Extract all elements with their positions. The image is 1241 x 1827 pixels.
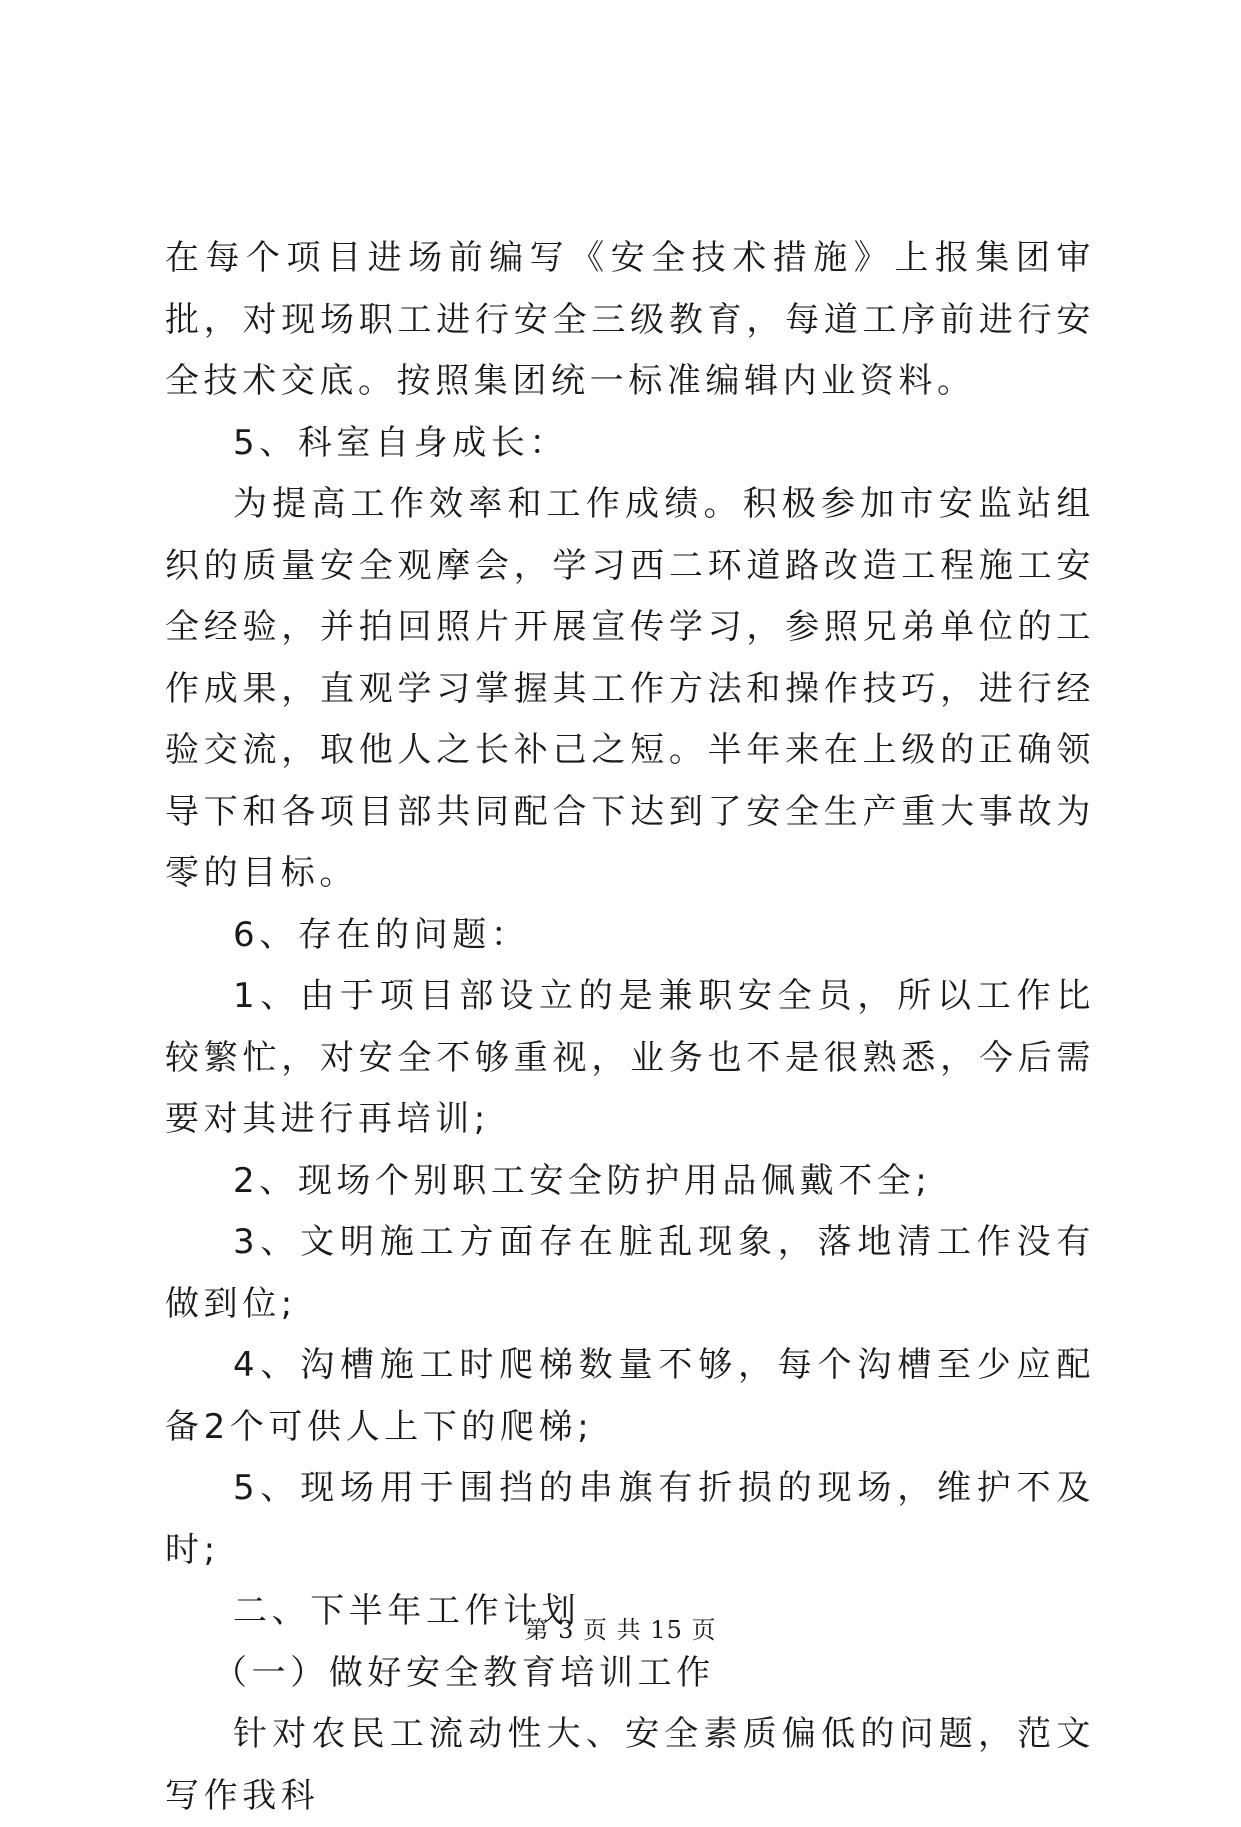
document-body — [165, 228, 1095, 1827]
list-item-problem-1: 1、由于项目部设立的是兼职安全员，所以工作比较繁忙，对安全不够重视，业务也不是很熟悉，今后需要对其进行再培训; — [165, 976, 1095, 1139]
subsection-heading-safety-training: （一）做好安全教育培训工作 — [213, 1652, 715, 1693]
page-number-footer: 第 3 页 共 15 页 — [524, 1616, 717, 1644]
section-heading-second-half-plan: 二、下半年工作计划 — [233, 1591, 581, 1631]
list-item-problem-5: 5、现场用于围挡的串旗有折损的现场，维护不及时; — [165, 1468, 1095, 1570]
heading-department-growth: 5、科室自身成长： — [233, 422, 569, 463]
list-item-problem-3: 3、文明施工方面存在脏乱现象，落地清工作没有做到位; — [165, 1222, 1095, 1324]
paragraph-department-growth: 为提高工作效率和工作成绩。积极参加市安监站组织的质量安全观摩会，学习西二环道路改造工程施工安全经验，并拍回照片开展宣传学习，参照兄弟单位的工作成果，直观学习掌握其工作方法和操作技巧，进行经验交流，取他人之长补己之短。半年来在上级的正确领导下和各项目部共同配合下达到了安全生产重大事故为零的目标。 — [165, 484, 1095, 893]
paragraph-safety-measures: 在每个项目进场前编写《安全技术措施》上报集团审批，对现场职工进行安全三级教育，每道工序前进行安全技术交底。按照集团统一标准编辑内业资料。 — [165, 238, 1095, 401]
list-item-problem-2: 2、现场个别职工安全防护用品佩戴不全; — [233, 1160, 932, 1201]
list-item-problem-4: 4、沟槽施工时爬梯数量不够，每个沟槽至少应配备2个可供人上下的爬梯; — [165, 1345, 1095, 1447]
heading-existing-problems: 6、存在的问题： — [233, 914, 530, 955]
paragraph-safety-training: 针对农民工流动性大、安全素质偏低的问题，范文写作我科 — [165, 1714, 1095, 1816]
